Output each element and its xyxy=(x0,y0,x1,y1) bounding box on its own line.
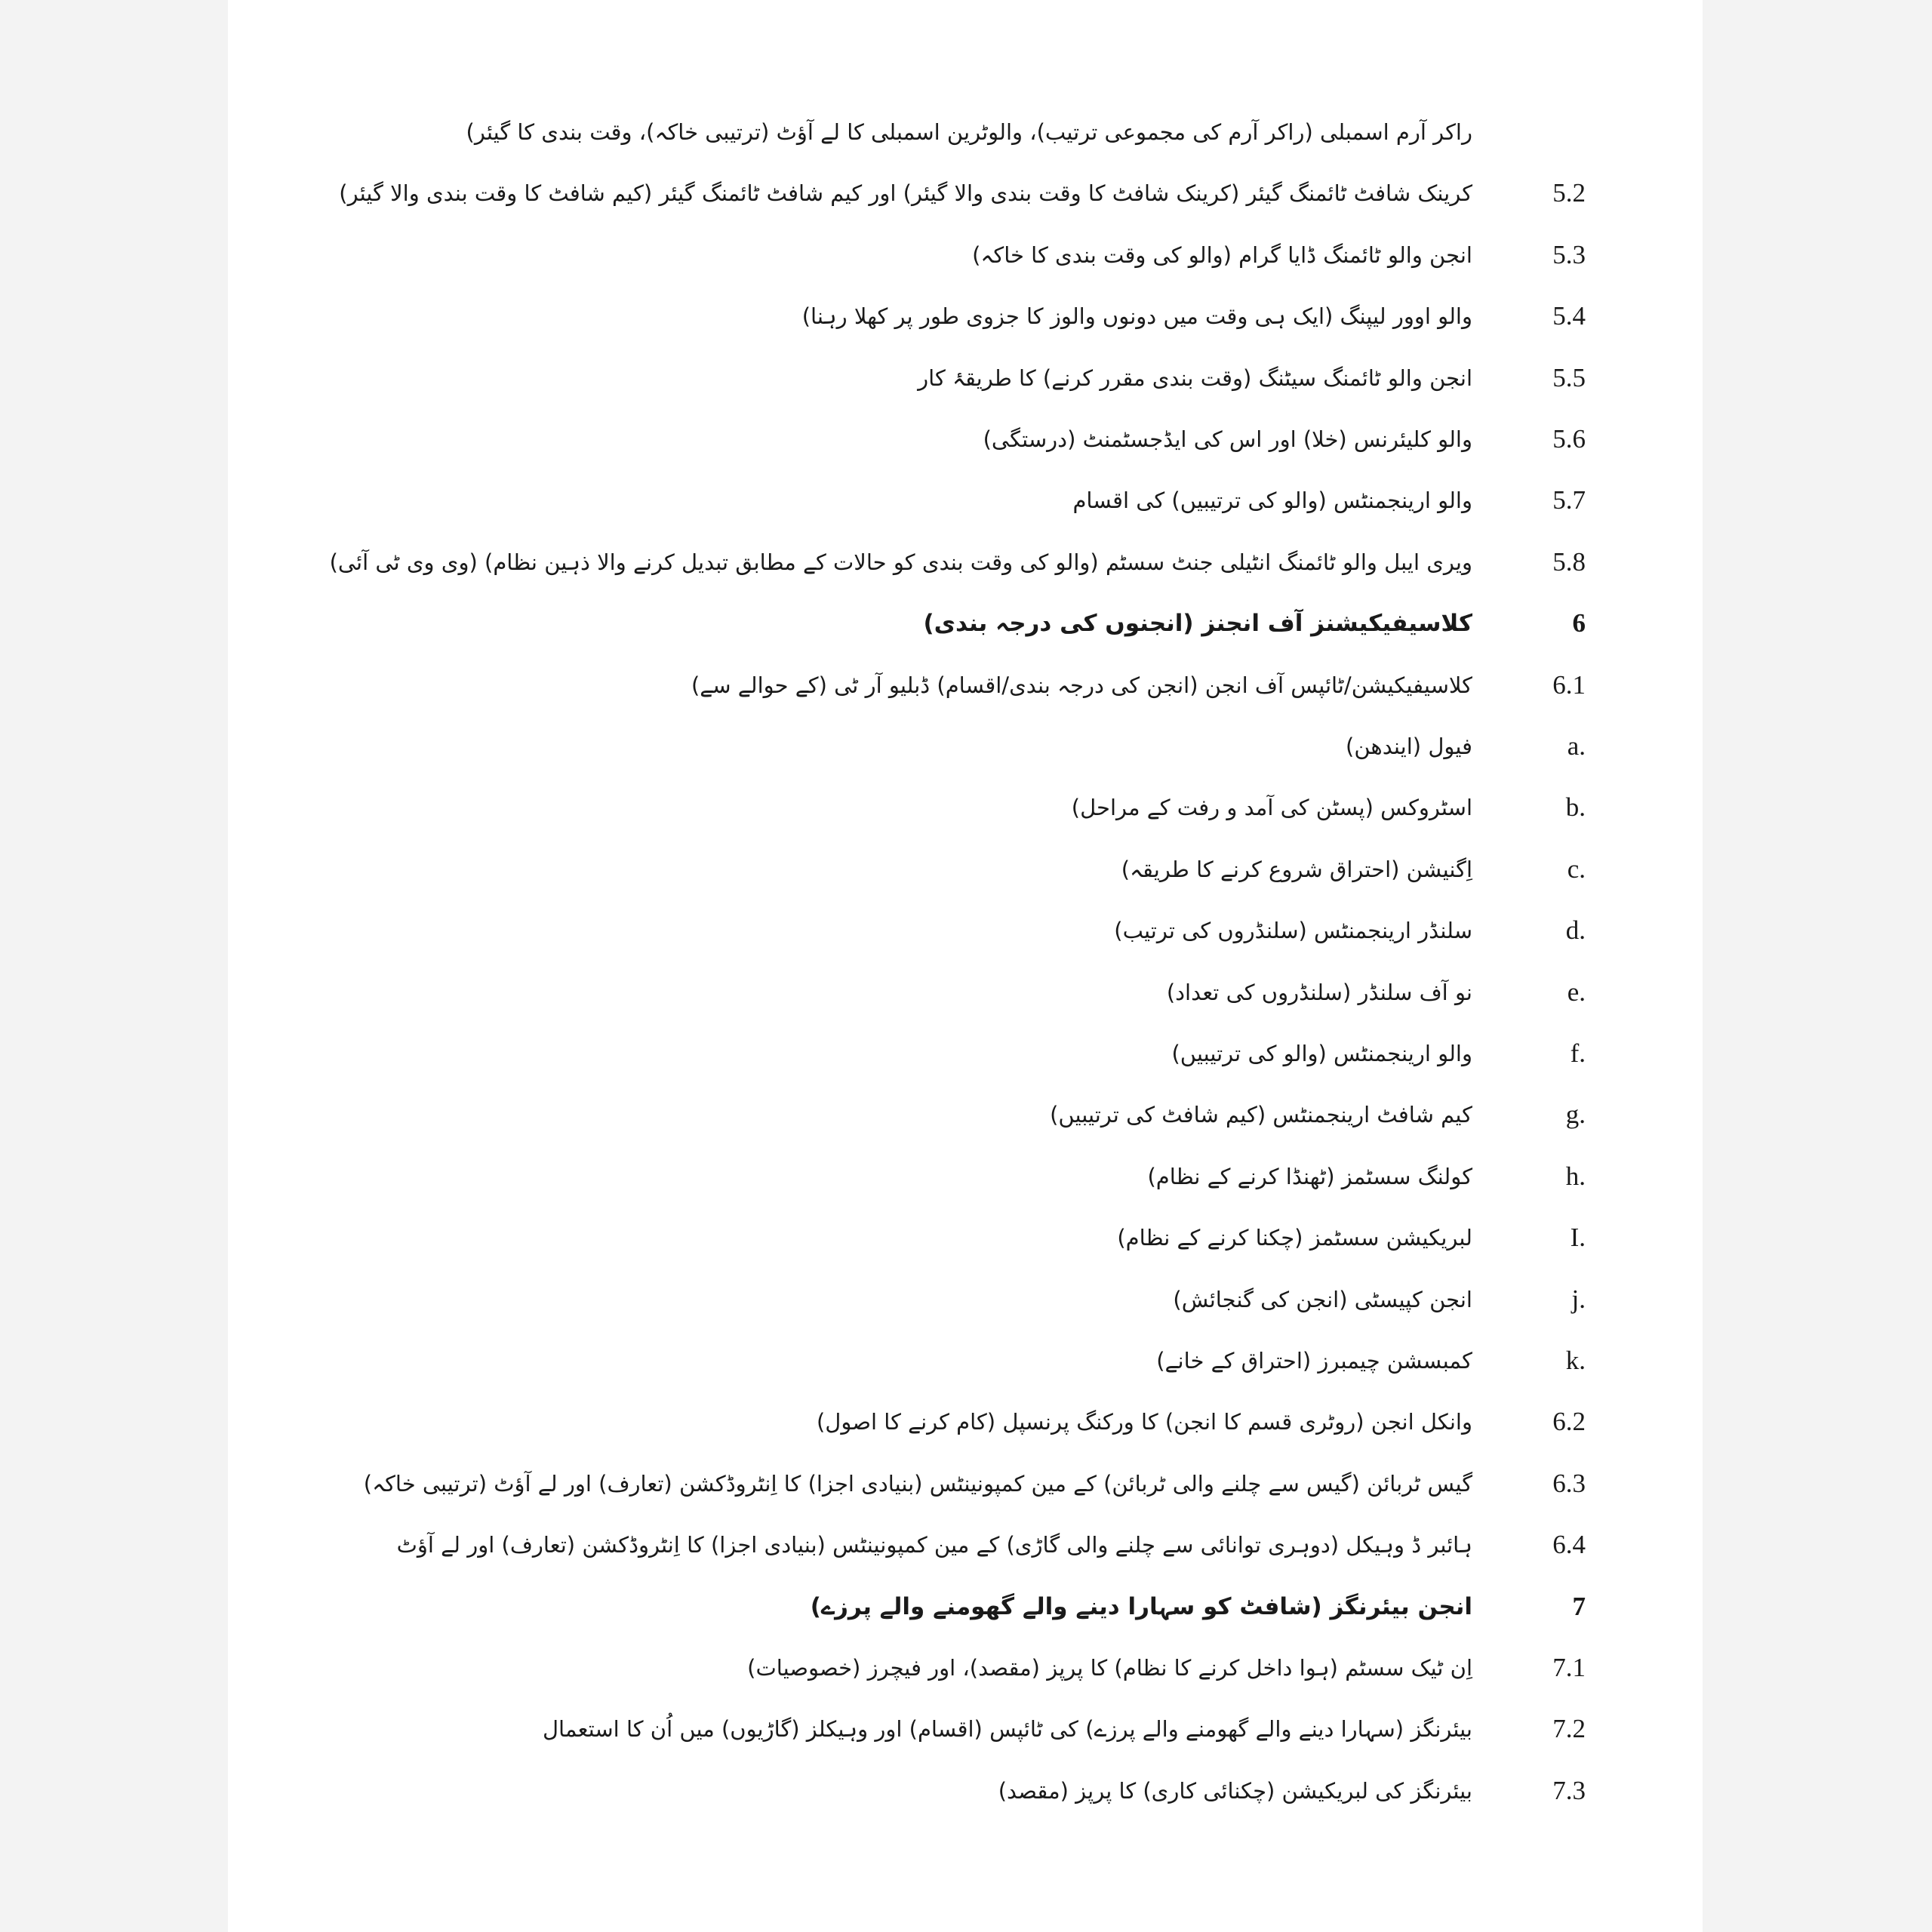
item-text: انجن بیئرنگز (شافٹ کو سہارا دینے والے گھومنے والے پرزے) xyxy=(810,1592,1472,1620)
item-number: b. xyxy=(1565,792,1586,823)
list-item xyxy=(680,1337,1586,1384)
item-text: کلاسیفیکیشن/ٹائپس آف انجن (انجن کی درجہ بندی/اقسام) ڈبلیو آر ٹی (کے حوالے سے) xyxy=(691,672,1472,698)
item-number: g. xyxy=(1565,1100,1586,1130)
item-text: فیول (ایندھن) xyxy=(1346,734,1472,759)
list-item xyxy=(680,1644,1586,1691)
item-text: اِن ٹیک سسٹم (ہوا داخل کرنے کا نظام) کا پرپز (مقصد)، اور فیچرز (خصوصیات) xyxy=(747,1655,1472,1681)
list-item xyxy=(680,232,1586,278)
item-text: انجن کپیسٹی (انجن کی گنجائش) xyxy=(1173,1286,1472,1312)
item-number: k. xyxy=(1565,1346,1586,1375)
list-item xyxy=(339,170,1586,217)
list-item xyxy=(329,539,1586,586)
list-item xyxy=(680,846,1586,893)
list-item xyxy=(680,1153,1586,1200)
item-number: 6.3 xyxy=(1552,1468,1586,1498)
item-number: 7.2 xyxy=(1552,1714,1586,1744)
item-text: ویری ایبل والو ٹائمنگ انٹیلی جنٹ سسٹم (والو کی وقت بندی کو حالات کے مطابق تبدیل کرنے والا ذہین نظام) (وی وی ٹی آئی) xyxy=(329,549,1472,575)
list-item xyxy=(680,355,1586,401)
list-item xyxy=(680,1091,1586,1138)
item-text: گیس ٹربائن (گیس سے چلنے والی ٹربائن) کے مین کمپونینٹس (بنیادی اجزا) کا اِنٹروڈکشن (تعارف) اور لے آؤٹ (ترتیبی خاکہ) xyxy=(363,1470,1472,1497)
list-item xyxy=(466,109,1586,155)
item-text: نو آف سلنڈر (سلنڈروں کی تعداد) xyxy=(1166,979,1472,1005)
item-text: سلنڈر ارینجمنٹس (سلنڈروں کی ترتیب) xyxy=(1114,918,1472,944)
item-number: 5.8 xyxy=(1552,546,1586,577)
item-number: 7.3 xyxy=(1552,1775,1586,1805)
list-item xyxy=(680,969,1586,1016)
item-number: 7 xyxy=(1572,1591,1586,1621)
section-heading xyxy=(680,1583,1586,1630)
list-item xyxy=(680,1767,1586,1814)
item-number: 5.3 xyxy=(1552,239,1586,269)
item-text: ہائبر ڈ وہیکل (دوہری توانائی سے چلنے والی گاڑی) کے مین کمپونینٹس (بنیادی اجزا) کا اِنٹروڈکشن (تعارف) اور لے آؤٹ xyxy=(396,1532,1472,1558)
item-number: a. xyxy=(1567,731,1586,761)
item-text: والو ارینجمنٹس (والو کی ترتیبیں) کی اقسام xyxy=(1072,488,1472,514)
item-text: وانکل انجن (روٹری قسم کا انجن) کا ورکنگ پرنسپل (کام کرنے کا اصول) xyxy=(816,1409,1472,1435)
item-number: e. xyxy=(1567,977,1586,1007)
list-item xyxy=(680,1398,1586,1445)
list-item xyxy=(680,723,1586,770)
section-heading xyxy=(680,600,1586,647)
item-text: کمبسشن چیمبرز (احتراق کے خانے) xyxy=(1156,1348,1472,1374)
item-text: انجن والو ٹائمنگ ڈایا گرام (والو کی وقت بندی کا خاکہ) xyxy=(972,242,1472,268)
item-number: h. xyxy=(1565,1161,1586,1191)
item-text: بیئرنگز (سہارا دینے والے گھومنے والے پرزے) کی ٹائپس (اقسام) اور وہیکلز (گاڑیوں) میں اُن کا استعمال xyxy=(542,1716,1472,1743)
item-number: 5.5 xyxy=(1552,362,1586,392)
item-number: j. xyxy=(1571,1284,1586,1314)
item-text: انجن والو ٹائمنگ سیٹنگ (وقت بندی مقرر کرنے) کا طریقۂ کار xyxy=(918,365,1472,391)
item-number: 7.1 xyxy=(1552,1653,1586,1682)
list-item xyxy=(680,293,1586,340)
list-item xyxy=(680,477,1586,524)
item-number: f. xyxy=(1570,1038,1586,1068)
list-item xyxy=(680,784,1586,831)
list-item xyxy=(680,907,1586,954)
item-number: I. xyxy=(1570,1223,1586,1253)
list-item xyxy=(363,1460,1586,1507)
item-text: لبریکیشن سسٹمز (چکنا کرنے کے نظام) xyxy=(1117,1225,1472,1251)
list-item xyxy=(680,416,1586,463)
item-number: 6.4 xyxy=(1552,1530,1586,1560)
item-number: 5.4 xyxy=(1552,301,1586,331)
item-text: کیم شافٹ ارینجمنٹس (کیم شافٹ کی ترتیبیں) xyxy=(1050,1102,1472,1128)
list-item xyxy=(396,1521,1586,1568)
item-number: c. xyxy=(1567,854,1586,884)
item-number: d. xyxy=(1565,915,1586,946)
item-text: اسٹروکس (پسٹن کی آمد و رفت کے مراحل) xyxy=(1071,795,1472,821)
item-number: 5.2 xyxy=(1552,178,1586,208)
list-item xyxy=(680,1030,1586,1077)
item-text: بیئرنگز کی لبریکیشن (چکنائی کاری) کا پرپز (مقصد) xyxy=(998,1777,1472,1804)
list-item xyxy=(680,1276,1586,1323)
item-text: والو ارینجمنٹس (والو کی ترتیبیں) xyxy=(1171,1041,1472,1066)
list-item xyxy=(680,1214,1586,1261)
list-item xyxy=(680,662,1586,709)
item-text: کولنگ سسٹمز (ٹھنڈا کرنے کے نظام) xyxy=(1147,1163,1472,1189)
item-number: 5.7 xyxy=(1552,485,1586,515)
item-text: کرینک شافٹ ٹائمنگ گیئر (کرینک شافٹ کا وقت بندی والا گیئر) اور کیم شافٹ ٹائمنگ گیئر (کیم شافٹ کا وقت بندی والا گیئر) xyxy=(339,180,1472,207)
item-text: کلاسیفیکیشنز آف انجنز (انجنوں کی درجہ بندی) xyxy=(923,610,1472,638)
document-page xyxy=(228,0,1703,1932)
item-text: راکر آرم اسمبلی (راکر آرم کی مجموعی ترتیب)، والوٹرین اسمبلی کا لے آؤٹ (ترتیبی خاکہ)، وقت بندی کا گیئر) xyxy=(466,119,1472,145)
item-number: 6.1 xyxy=(1552,669,1586,700)
item-text: والو کلیئرنس (خلا) اور اس کی ایڈجسٹمنٹ (درستگی) xyxy=(983,426,1472,452)
list-item xyxy=(542,1706,1586,1752)
item-number: 6.2 xyxy=(1552,1407,1586,1437)
item-number: 6 xyxy=(1572,608,1586,638)
item-text: اِگنیشن (احتراق شروع کرنے کا طریقہ) xyxy=(1121,856,1472,882)
item-text: والو اوور لیپنگ (ایک ہی وقت میں دونوں والوز کا جزوی طور پر کھلا رہنا) xyxy=(801,303,1472,330)
item-number: 5.6 xyxy=(1552,424,1586,454)
